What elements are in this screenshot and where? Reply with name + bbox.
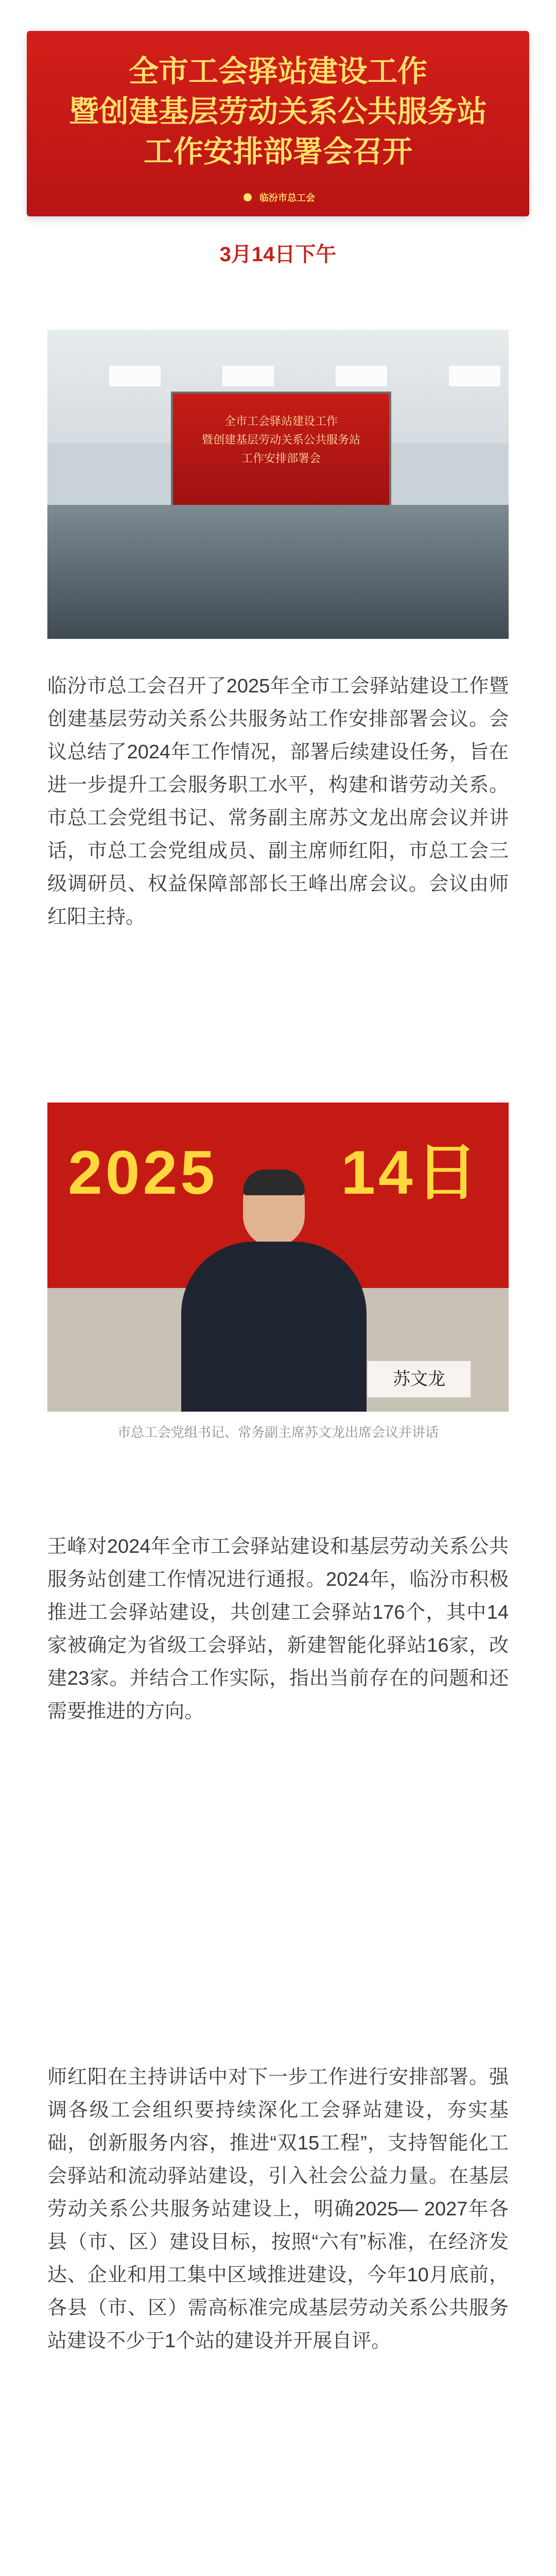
meeting-date: 3月14日下午 [219, 243, 337, 266]
header-logo [241, 191, 315, 204]
audience [47, 505, 509, 639]
speaker-hair [243, 1170, 305, 1195]
backdrop-day: 14日 [341, 1138, 481, 1207]
speaker-photo [47, 1103, 509, 1412]
screen-line-3: 工作安排部署会 [241, 452, 321, 465]
nameplate-text: 苏文龙 [393, 1369, 445, 1389]
header-title-line-3: 工作安排部署会召开 [143, 135, 412, 168]
meeting-screen-text [173, 412, 389, 468]
paragraph-3: 师红阳在主持讲话中对下一步工作进行安排部署。强调各级工会组织要持续深化工会驿站建设，夯实基础，创新服务内容，推进“双15工程”，支持智能化工会驿站和流动驿站建设，引入社会公益力量。在基层劳动关系公共服务站建设上，明确2025— 2027年各县（市、区）建设目标，按照“六有”标准，在经济发达、企业和用工集中区域推进建设，今年10月底前，各县（市、区）需高标准完成基层劳动关系公共服务站建设不少于1个站的建设并开展自评。 [47, 2066, 509, 2352]
backdrop-year: 2025 [68, 1138, 218, 1207]
speaker [181, 1170, 367, 1412]
paragraph-1: 临汾市总工会召开了2025年全市工会驿站建设工作暨创建基层劳动关系公共服务站工作安排部署会议。会议总结了2024年工作情况，部署后续建设任务，旨在进一步提升工会服务职工水平，构建和谐劳动关系。市总工会党组书记、常务副主席苏文龙出席会议并讲话，市总工会党组成员、副主席师红阳，市总工会三级调研员、权益保障部部长王峰出席会议。会议由师红阳主持。 [47, 675, 509, 928]
header-logo-text: 临汾市总工会 [259, 193, 315, 203]
screen-line-1: 全市工会驿站建设工作 [224, 415, 338, 428]
meeting-photo [47, 330, 509, 639]
header-title-line-2: 暨创建基层劳动关系公共服务站 [68, 95, 487, 128]
union-logo-icon [241, 191, 254, 204]
speaker-body [181, 1242, 367, 1412]
screen-line-2: 暨创建基层劳动关系公共服务站 [201, 433, 360, 446]
photo-caption: 市总工会党组书记、常务副主席苏文龙出席会议并讲话 [117, 1425, 439, 1440]
ceiling-lights [47, 366, 509, 386]
meeting-screen [171, 392, 391, 509]
paragraph-2: 王峰对2024年全市工会驿站建设和基层劳动关系公共服务站创建工作情况进行通报。2024年，临汾市积极推进工会驿站建设，共创建工会驿站176个，其中14家被确定为省级工会驿站，新建智能化驿站16家，改建23家。并结合工作实际，指出当前存在的问题和还需要推进的方向。 [47, 1536, 509, 1722]
header-title-line-1: 全市工会驿站建设工作 [128, 55, 427, 88]
nameplate [367, 1360, 472, 1398]
header-title [27, 52, 529, 172]
header-banner [27, 31, 529, 216]
